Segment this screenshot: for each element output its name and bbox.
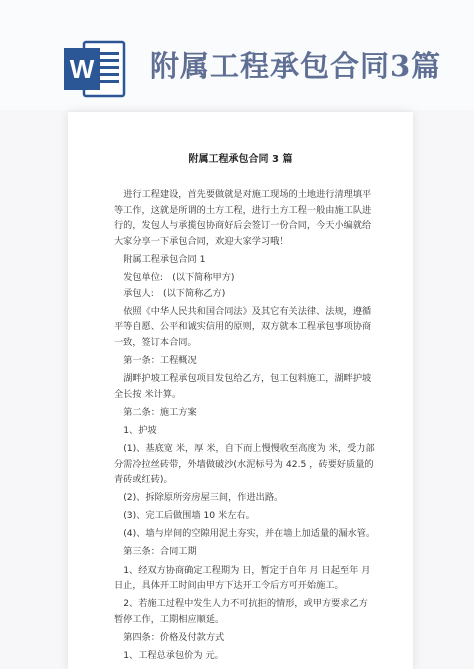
paragraph: 第三条：合同工期 <box>123 546 197 558</box>
paragraph: (3)、完工后做围墙 10 米左右。 <box>123 510 255 522</box>
paragraph: 1、工程总承包价为 元。 <box>123 650 224 662</box>
paragraph: 发包单位: (以下简称甲方) <box>123 271 235 283</box>
paragraph: 依照《中华人民共和国合同法》及其它有关法律、法规，遵循平等自愿、公平和诚实信用的原则，双方就本工程承包事项协商一致，签订本合同。 <box>114 305 372 348</box>
banner-title: 附属工程承包合同3篇 <box>150 49 442 83</box>
paragraph: 2、若施工过程中发生人力不可抗拒的情形，或甲方要求乙方暂停工作，工期相应顺延。 <box>114 598 368 625</box>
paragraph: 进行工程建设，首先要做就是对施工现场的土地进行清理填平等工作，这就是所谓的土方工程，进行土方工程一般由施工队进行的，发包人与承揽包协商好后会签订一份合同，今天小编就给大家分享一下承包合同，欢迎大家学习哦！ <box>114 189 372 247</box>
paragraph: 湖畔护坡工程承包项目发包给乙方，包工包料施工，湖畔护坡全长按 米计算。 <box>114 373 372 400</box>
document-page <box>68 112 413 669</box>
svg-text:W: W <box>69 54 95 84</box>
paragraph: (1)、基底宽 米，厚 米，自下而上慢慢收至高度为 米，受力部分需冷拉丝砖带，外墙做破沙(水泥标号为 42.5 ，砖要好质量的青砖或红砖)。 <box>114 442 375 486</box>
paragraph: 承包人: (以下简称乙方) <box>123 287 226 299</box>
paragraph: 1、经双方协商确定工程期为 日，暂定于自年 月 日起至年 月 日止，具体开工时间由甲方下达开工令后方可开始施工。 <box>114 564 371 592</box>
paragraph: 第二条：施工方案 <box>123 406 197 418</box>
paragraph: 第一条：工程概况 <box>123 354 197 366</box>
paragraph: 1、护坡 <box>123 424 157 436</box>
paragraph: 第四条：价格及付款方式 <box>123 631 225 643</box>
document-body <box>114 187 376 666</box>
document-title: 附属工程承包合同 3 篇 <box>188 154 293 165</box>
header-banner <box>0 0 474 110</box>
paragraph: (4)、墙与岸间的空隙用泥土夯实，并在墙上加适量的漏水管。 <box>123 528 376 540</box>
paragraph: 附属工程承包合同 1 <box>123 253 206 265</box>
word-document-icon <box>62 38 126 100</box>
paragraph: (2)、拆除原所旁房屋三间，作进出路。 <box>123 492 284 504</box>
